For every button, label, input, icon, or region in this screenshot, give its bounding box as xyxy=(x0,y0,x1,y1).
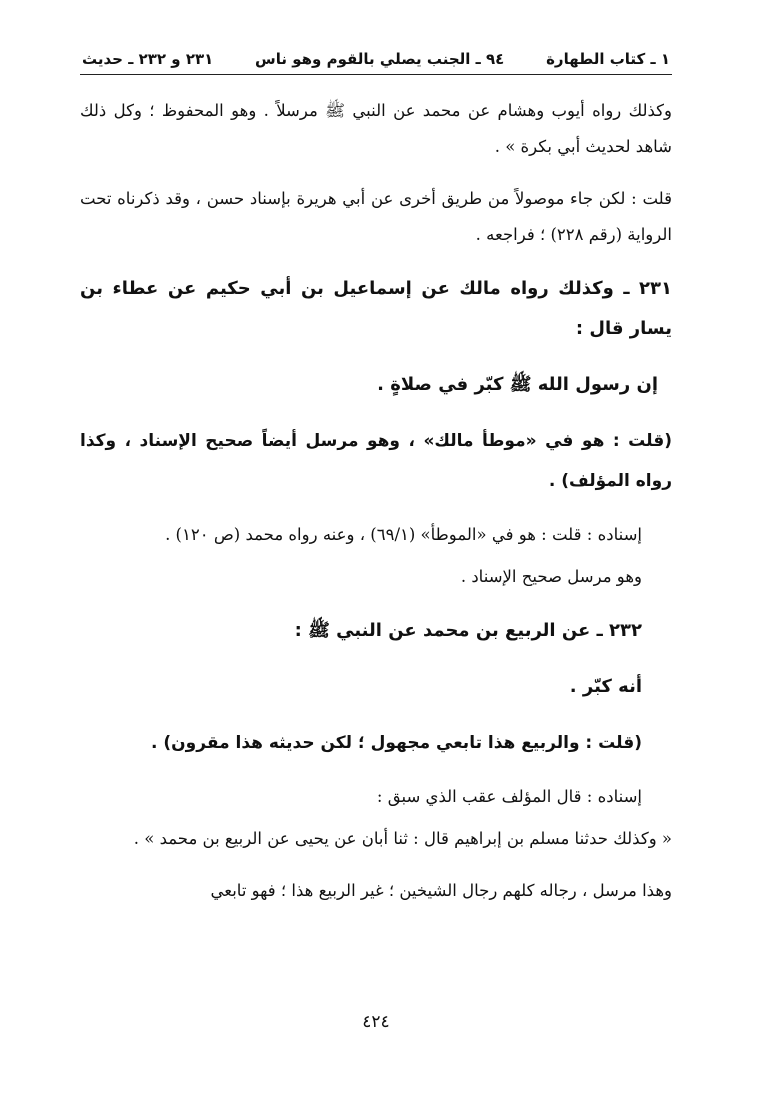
hadith-232-isnad: إسناده : قال المؤلف عقب الذي سبق : xyxy=(376,787,642,806)
page-body xyxy=(80,93,672,909)
page-header xyxy=(80,44,672,75)
hadith-232-text: أنه كبّر . xyxy=(569,676,642,697)
paragraph-note: قلت : لكن جاء موصولاً من طريق أخرى عن أبي هريرة بإسناد حسن ، وقد ذكرناه تحت الرواية (رقم ٢٢٨) ؛ فراجعه . xyxy=(80,189,672,244)
hadith-231-chain: ٢٣١ ـ وكذلك رواه مالك عن إسماعيل بن أبي حكيم عن عطاء بن يسار قال : xyxy=(80,278,672,339)
header-hadith-range: ٢٣١ و ٢٣٢ ـ حديث xyxy=(82,50,214,68)
hadith-232-comment: (قلت : والربيع هذا تابعي مجهول ؛ لكن حديثه هذا مقرون) . xyxy=(151,733,642,753)
hadith-232-assessment: وهذا مرسل ، رجاله كلهم رجال الشيخين ؛ غير الربيع هذا ؛ فهو تابعي xyxy=(210,881,672,900)
hadith-231-comment: (قلت : هو في «موطأ مالك» ، وهو مرسل أيضاً صحيح الإسناد ، وكذا رواه المؤلف) . xyxy=(80,431,672,491)
page-number: ٤٢٤ xyxy=(362,1012,390,1032)
paragraph-quote-continuation: وكذلك رواه أيوب وهشام عن محمد عن النبي ﷺ مرسلاً . وهو المحفوظ ؛ وكل ذلك شاهد لحديث أبي بكرة » . xyxy=(80,101,672,156)
hadith-232-chain: ٢٣٢ ـ عن الربيع بن محمد عن النبي ﷺ : xyxy=(294,620,642,641)
header-chapter-title: ٩٤ ـ الجنب يصلي بالقوم وهو ناس xyxy=(255,50,505,68)
book-page xyxy=(80,44,672,1084)
hadith-231-verdict: وهو مرسل صحيح الإسناد . xyxy=(460,567,642,586)
hadith-231-text: إن رسول الله ﷺ كبّر في صلاةٍ . xyxy=(377,374,658,395)
header-book-title: ١ ـ كتاب الطهارة xyxy=(546,50,670,68)
hadith-232-quote: « وكذلك حدثنا مسلم بن إبراهيم قال : ثنا أبان عن يحيى عن الربيع بن محمد » . xyxy=(133,829,672,848)
hadith-231-isnad: إسناده : قلت : هو في «الموطأ» (٦٩/١) ، وعنه رواه محمد (ص ١٢٠) . xyxy=(165,525,642,544)
